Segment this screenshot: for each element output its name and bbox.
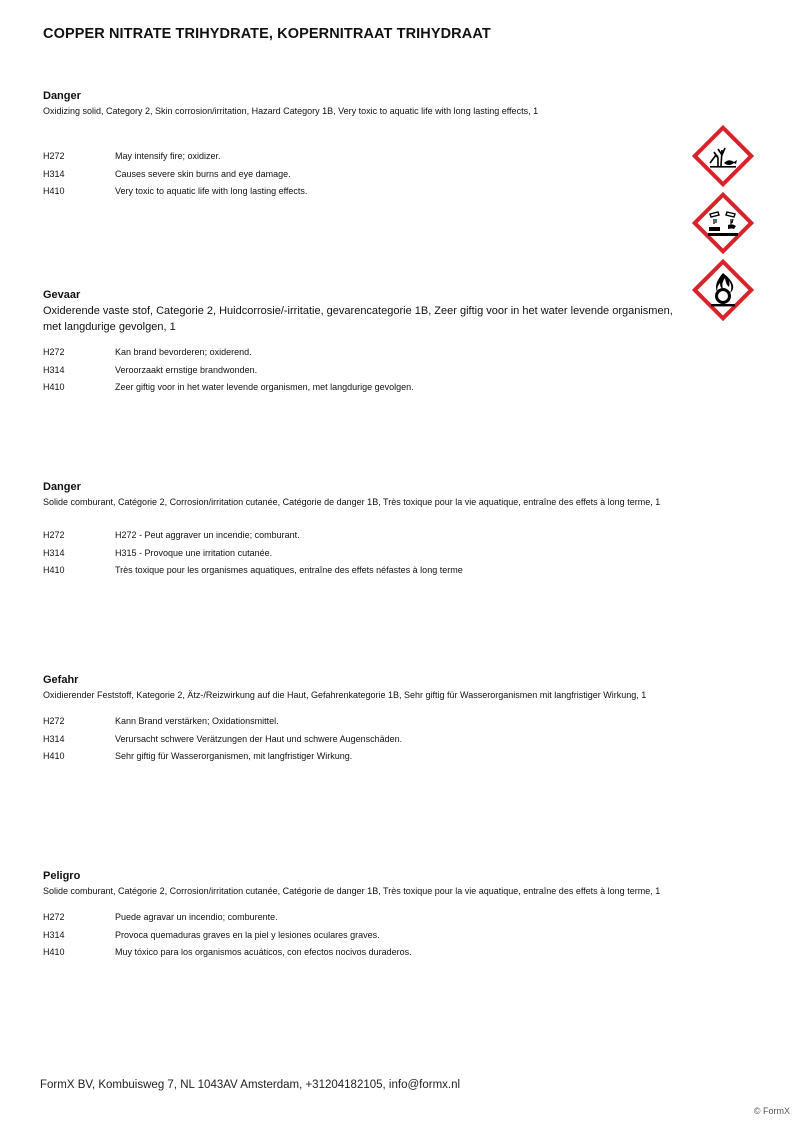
hazard-statement [43,713,673,731]
statement-text: Provoca quemaduras graves en la piel y lesiones oculares graves. [115,929,380,940]
statement-code: H410 [43,751,65,761]
hazard-classification: Oxiderende vaste stof, Categorie 2, Huidcorrosie/-irritatie, gevarencategorie 1B, Zeer giftig voor in het water levende organismen, met langdurige gevolgen, 1 [43,305,673,333]
hazard-statement [43,562,673,580]
hazard-pictograms [692,125,754,326]
environment-hazard-icon [692,125,754,187]
statement-text: Kann Brand verstärken; Oxidationsmittel. [115,716,279,726]
statement-code: H272 [43,912,65,922]
hazard-statement [43,927,673,945]
hazard-statements [43,713,673,766]
hazard-statement [43,731,673,749]
hazard-statement [43,379,673,397]
statement-text: Veroorzaakt ernstige brandwonden. [115,364,258,375]
statement-text: Kan brand bevorderen; oxiderend. [115,347,252,357]
hazard-section-english [43,89,673,201]
statement-code: H314 [43,547,65,558]
hazard-statements [43,527,673,580]
statement-text: H315 - Provoque une irritation cutanée. [115,547,273,558]
statement-code: H272 [43,716,65,726]
corrosion-icon [692,192,754,254]
statement-code: H272 [43,151,65,161]
hazard-statement [43,362,673,380]
statement-text: Sehr giftig für Wasserorganismen, mit langfristiger Wirkung. [115,751,353,761]
statement-text: Muy tóxico para los organismos acuáticos, con efectos nocivos duraderos. [115,947,412,957]
document-title: COPPER NITRATE TRIHYDRATE, KOPERNITRAAT TRIHYDRAAT [43,26,491,42]
hazard-classification: Oxidizing solid, Category 2, Skin corrosion/irritation, Hazard Category 1B, Very toxic to aquatic life with long lasting effects, 1 [43,106,539,116]
statement-code: H314 [43,168,65,179]
hazard-statement [43,909,673,927]
hazard-classification: Solide comburant, Catégorie 2, Corrosion/irritation cutanée, Catégorie de danger 1B, Très toxique pour la vie aquatique, entraîne des effets à long terme, 1 [43,497,661,507]
hazard-statement [43,944,673,962]
statement-text: Very toxic to aquatic life with long lasting effects. [115,186,308,196]
hazard-section-french [43,480,673,580]
hazard-section-spanish [43,869,673,962]
hazard-statement [43,748,673,766]
statement-text: Puede agravar un incendio; comburente. [115,912,278,922]
copyright-notice: © FormX [753,1106,790,1116]
oxidizer-flame-over-circle-icon [692,259,754,321]
statement-code: H410 [43,186,65,196]
statement-code: H314 [43,364,65,375]
statement-code: H314 [43,733,65,744]
signal-word: Gefahr [43,674,79,686]
signal-word: Peligro [43,870,81,882]
hazard-section-german [43,673,673,766]
hazard-statement [43,183,673,201]
signal-word: Danger [43,481,81,493]
hazard-section-dutch [43,288,673,397]
statement-code: H410 [43,947,65,957]
hazard-classification: Solide comburant, Catégorie 2, Corrosion/irritation cutanée, Catégorie de danger 1B, Très toxique pour la vie aquatique, entraîne des effets à long terme, 1 [43,886,661,896]
company-contact-footer: FormX BV, Kombuisweg 7, NL 1043AV Amsterdam, +31204182105, info@formx.nl [40,1079,461,1091]
statement-text: May intensify fire; oxidizer. [115,151,221,161]
statement-code: H314 [43,929,65,940]
hazard-statement [43,166,673,184]
statement-text: Zeer giftig voor in het water levende organismen, met langdurige gevolgen. [115,382,414,392]
hazard-statement [43,545,673,563]
hazard-statements [43,344,673,397]
hazard-statements [43,909,673,962]
hazard-statement [43,148,673,166]
statement-code: H410 [43,565,65,575]
signal-word: Danger [43,90,81,102]
signal-word: Gevaar [43,289,81,301]
statement-code: H272 [43,530,65,540]
hazard-statements [43,148,673,201]
hazard-statement [43,527,673,545]
statement-text: Verursacht schwere Verätzungen der Haut und schwere Augenschäden. [115,733,403,744]
statement-text: Très toxique pour les organismes aquatiques, entraîne des effets néfastes à long terme [115,565,463,575]
statement-text: H272 - Peut aggraver un incendie; comburant. [115,530,300,540]
statement-text: Causes severe skin burns and eye damage. [115,168,291,179]
hazard-statement [43,344,673,362]
hazard-classification: Oxidierender Feststoff, Kategorie 2, Ätz-/Reizwirkung auf die Haut, Gefahrenkategorie 1B, Sehr giftig für Wasserorganismen mit langfristiger Wirkung, 1 [43,690,647,700]
statement-code: H410 [43,382,65,392]
statement-code: H272 [43,347,65,357]
